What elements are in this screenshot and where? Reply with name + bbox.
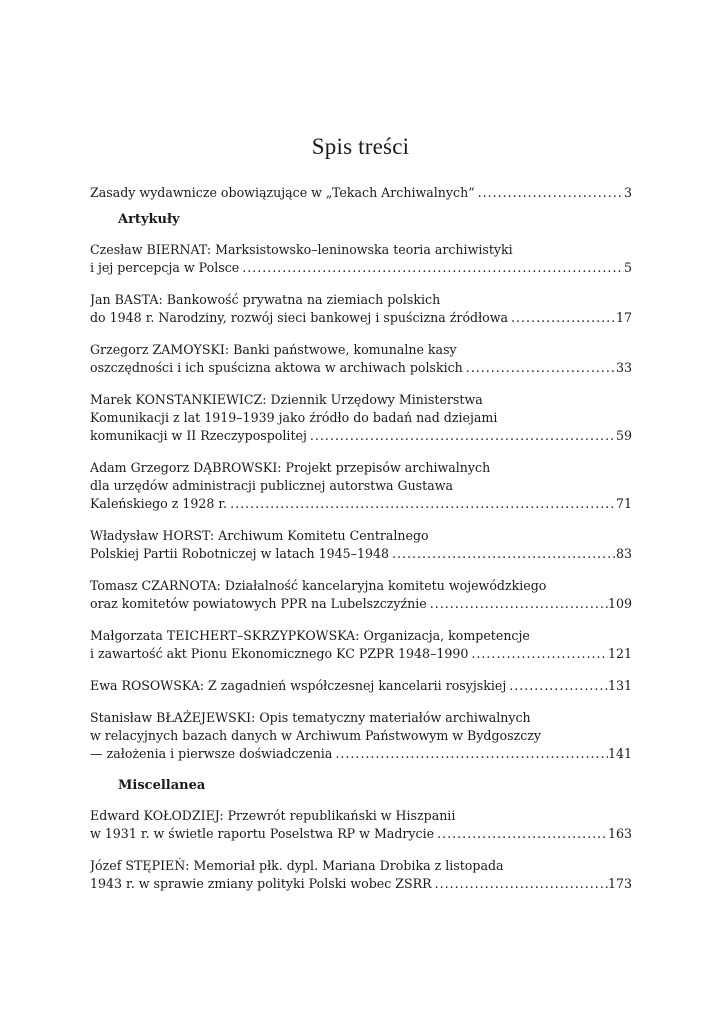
toc-page-number: 109 bbox=[607, 596, 632, 611]
toc-entry-line bbox=[90, 341, 632, 359]
toc-page-number: 121 bbox=[607, 646, 632, 661]
toc-entry-line bbox=[90, 391, 632, 409]
toc-entry-line bbox=[90, 495, 632, 513]
dot-leader bbox=[468, 645, 608, 663]
toc-entry bbox=[90, 577, 632, 613]
toc-entry bbox=[90, 857, 632, 893]
toc-entry-line bbox=[90, 241, 632, 259]
dot-leader bbox=[463, 359, 616, 377]
toc-page-number: 173 bbox=[607, 876, 632, 891]
toc-entry-text: i zawartość akt Pionu Ekonomicznego KC PZPR 1948–1990 bbox=[90, 646, 469, 661]
toc-entry bbox=[90, 341, 632, 377]
toc-entry-text: Jan BASTA: Bankowość prywatna na ziemiach polskich bbox=[90, 292, 441, 307]
toc-entry-text: Kaleńskiego z 1928 r. bbox=[90, 496, 228, 511]
dot-leader bbox=[239, 259, 624, 277]
toc-entry-text: w 1931 r. w świetle raportu Poselstwa RP w Madrycie bbox=[90, 826, 435, 841]
toc-entry-text: komunikacji w II Rzeczypospolitej bbox=[90, 428, 307, 443]
toc-page-number: 71 bbox=[615, 496, 632, 511]
toc-page-number: 163 bbox=[607, 826, 632, 841]
toc-entry bbox=[90, 709, 632, 763]
toc-entry-text: 1943 r. w sprawie zmiany polityki Polski wobec ZSRR bbox=[90, 876, 432, 891]
toc-entry-text: Józef STĘPIEŃ: Memoriał płk. dypl. Mariana Drobika z listopada bbox=[90, 858, 504, 873]
toc-page-number: 141 bbox=[607, 746, 632, 761]
toc-entry-text: Komunikacji z lat 1919–1939 jako źródło do badań nad dziejami bbox=[90, 410, 498, 425]
dot-leader bbox=[432, 875, 608, 893]
toc-entry bbox=[90, 677, 632, 695]
toc-entry-line bbox=[90, 184, 632, 202]
toc-page-number: 59 bbox=[615, 428, 632, 443]
toc-entry-text: Zasady wydawnicze obowiązujące w „Tekach Archiwalnych” bbox=[90, 185, 475, 200]
toc-entry bbox=[90, 291, 632, 327]
toc-entry-line bbox=[90, 309, 632, 327]
toc-entry-line bbox=[90, 459, 632, 477]
toc-entry-line bbox=[90, 545, 632, 563]
toc-entry-text: Czesław BIERNAT: Marksistowsko–leninowska teoria archiwistyki bbox=[90, 242, 513, 257]
dot-leader bbox=[506, 677, 608, 695]
toc-entry-text: Tomasz CZARNOTA: Działalność kancelaryjna komitetu wojewódzkiego bbox=[90, 578, 547, 593]
toc-entry-line bbox=[90, 807, 632, 825]
table-of-contents bbox=[90, 184, 632, 907]
dot-leader bbox=[227, 495, 616, 513]
toc-entry-text: Edward KOŁODZIEJ: Przewrót republikański w Hiszpanii bbox=[90, 808, 456, 823]
toc-entry-text: Grzegorz ZAMOYSKI: Banki państwowe, komunalne kasy bbox=[90, 342, 457, 357]
toc-entry-line bbox=[90, 359, 632, 377]
toc-entry bbox=[90, 241, 632, 277]
toc-page-number: 3 bbox=[623, 185, 632, 200]
toc-entry-line bbox=[90, 645, 632, 663]
dot-leader bbox=[427, 595, 608, 613]
toc-entry-line bbox=[90, 677, 632, 695]
toc-entry-text: Stanisław BŁAŻEJEWSKI: Opis tematyczny materiałów archiwalnych bbox=[90, 710, 531, 725]
toc-entry-line bbox=[90, 409, 632, 427]
toc-entry-text: Marek KONSTANKIEWICZ: Dziennik Urzędowy Ministerstwa bbox=[90, 392, 483, 407]
toc-entry-line bbox=[90, 709, 632, 727]
toc-entry-line bbox=[90, 825, 632, 843]
toc-page-number: 17 bbox=[615, 310, 632, 325]
section-heading: Miscellanea bbox=[118, 778, 206, 793]
toc-entry-line bbox=[90, 627, 632, 645]
toc-entry bbox=[90, 391, 632, 445]
section-heading: Artykuły bbox=[118, 212, 180, 227]
toc-entry-text: Polskiej Partii Robotniczej w latach 1945–1948 bbox=[90, 546, 390, 561]
toc-entry-line bbox=[90, 745, 632, 763]
toc-entry-text: Adam Grzegorz DĄBROWSKI: Projekt przepisów archiwalnych bbox=[90, 460, 491, 475]
toc-entry bbox=[90, 627, 632, 663]
dot-leader bbox=[389, 545, 616, 563]
toc-entry-text: dla urzędów administracji publicznej autorstwa Gustawa bbox=[90, 478, 454, 493]
toc-entry-text: oraz komitetów powiatowych PPR na Lubelszczyźnie bbox=[90, 596, 427, 611]
toc-entry bbox=[90, 807, 632, 843]
toc-entry-text: Władysław HORST: Archiwum Komitetu Centralnego bbox=[90, 528, 429, 543]
toc-entry-text: — założenia i pierwsze doświadczenia bbox=[90, 746, 333, 761]
toc-entry-line bbox=[90, 259, 632, 277]
dot-leader bbox=[307, 427, 616, 445]
toc-entry-line bbox=[90, 857, 632, 875]
toc-entry-text: oszczędności i ich spuścizna aktowa w archiwach polskich bbox=[90, 360, 463, 375]
toc-entry-line bbox=[90, 427, 632, 445]
toc-entry bbox=[90, 527, 632, 563]
toc-entry-text: Małgorzata TEICHERT–SKRZYPKOWSKA: Organizacja, kompetencje bbox=[90, 628, 530, 643]
dot-leader bbox=[332, 745, 608, 763]
toc-entry-text: do 1948 r. Narodziny, rozwój sieci bankowej i spuścizna źródłowa bbox=[90, 310, 509, 325]
toc-entry-text: Ewa ROSOWSKA: Z zagadnień współczesnej kancelarii rosyjskiej bbox=[90, 678, 507, 693]
toc-entry-line bbox=[90, 595, 632, 613]
toc-page-number: 5 bbox=[623, 260, 632, 275]
toc-entry-line bbox=[90, 577, 632, 595]
dot-leader bbox=[434, 825, 608, 843]
toc-entry-text: i jej percepcja w Polsce bbox=[90, 260, 240, 275]
toc-entry-line bbox=[90, 875, 632, 893]
toc-entry-line bbox=[90, 477, 632, 495]
page-title: Spis treści bbox=[311, 134, 410, 159]
toc-entry-front bbox=[90, 184, 632, 202]
toc-page-number: 83 bbox=[615, 546, 632, 561]
toc-entry bbox=[90, 459, 632, 513]
toc-entry-line bbox=[90, 291, 632, 309]
toc-page-number: 131 bbox=[607, 678, 632, 693]
toc-entry-text: w relacyjnych bazach danych w Archiwum Państwowym w Bydgoszczy bbox=[90, 728, 542, 743]
dot-leader bbox=[475, 184, 624, 202]
toc-page-number: 33 bbox=[615, 360, 632, 375]
toc-entry-line bbox=[90, 727, 632, 745]
dot-leader bbox=[508, 309, 616, 327]
toc-entry-line bbox=[90, 527, 632, 545]
